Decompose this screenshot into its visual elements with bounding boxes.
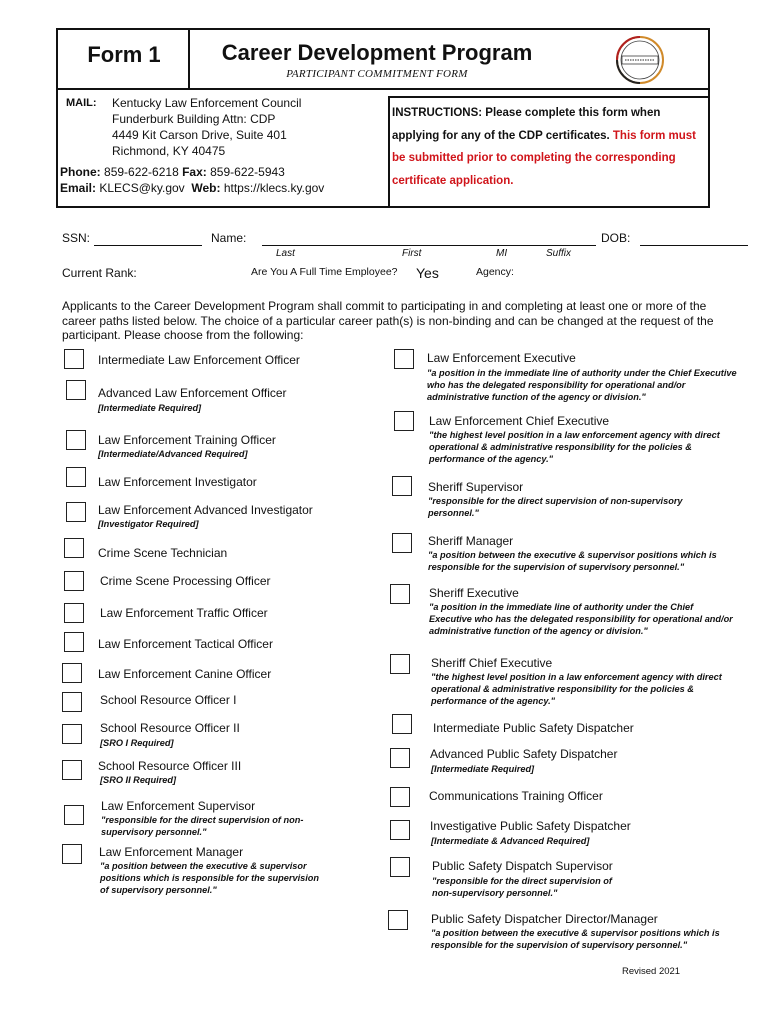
form-number: Form 1 [87, 42, 161, 67]
career-label-right-9: Communications Training Officer [429, 789, 603, 803]
checkbox-right-7[interactable] [392, 714, 412, 734]
phone-label: Phone: [60, 165, 101, 179]
career-label-right-6: Sheriff Chief Executive [431, 656, 553, 670]
checkbox-right-6[interactable] [390, 654, 410, 674]
mail-label: MAIL: [66, 97, 97, 109]
career-note-left-5: [Investigator Required] [98, 519, 199, 529]
career-note-right-12: "a position between the executive & supervisor positions which is responsible for the supervision of supervisory personnel." [431, 928, 720, 950]
career-note-left-13: [SRO II Required] [100, 775, 177, 785]
email-value[interactable]: KLECS@ky.gov [99, 181, 185, 195]
career-note-left-15: "a position between the executive & supervisor positions which is responsible for the supervision of supervisory personnel." [100, 861, 320, 895]
checkbox-right-8[interactable] [390, 748, 410, 768]
checkbox-right-10[interactable] [390, 820, 410, 840]
career-label-right-1: Law Enforcement Executive [427, 351, 576, 365]
checkbox-left-11[interactable] [62, 692, 82, 712]
ssn-label: SSN: [62, 231, 91, 245]
ssn-field[interactable] [94, 245, 202, 246]
career-label-right-11: Public Safety Dispatch Supervisor [432, 859, 613, 873]
career-note-right-2: "the highest level position in a law enforcement agency with direct operational & administrative responsibility for the policies & performance of the agency." [429, 430, 720, 464]
checkbox-right-11[interactable] [390, 857, 410, 877]
email-label: Email: [60, 181, 97, 195]
career-label-left-6: Crime Scene Technician [98, 546, 228, 560]
career-label-left-10: Law Enforcement Canine Officer [98, 667, 272, 681]
checkbox-left-2[interactable] [66, 380, 86, 400]
checkbox-left-4[interactable] [66, 467, 86, 487]
career-note-left-3: [Intermediate/Advanced Required] [98, 449, 248, 459]
career-label-right-3: Sheriff Supervisor [428, 480, 524, 494]
checkbox-left-10[interactable] [62, 663, 82, 683]
checkbox-left-7[interactable] [64, 571, 84, 591]
checkbox-left-8[interactable] [64, 603, 84, 623]
checkbox-left-15[interactable] [62, 844, 82, 864]
career-label-left-3: Law Enforcement Training Officer [98, 433, 276, 447]
career-label-left-11: School Resource Officer I [100, 693, 237, 707]
career-label-left-13: School Resource Officer III [98, 759, 242, 773]
phone-fax-line [60, 165, 285, 179]
name-part-first: First [402, 248, 422, 259]
checkbox-left-6[interactable] [64, 538, 84, 558]
career-note-right-4: "a position between the executive & supervisor positions which is responsible for the supervision of supervisory personnel." [428, 550, 717, 572]
dob-label: DOB: [601, 231, 631, 245]
current-rank-label: Current Rank: [62, 266, 137, 280]
checkbox-left-12[interactable] [62, 724, 82, 744]
name-part-last: Last [276, 248, 295, 259]
klec-logo [608, 34, 672, 86]
career-note-left-14: "responsible for the direct supervision of non-supervisory personnel." [101, 815, 304, 837]
web-label: Web: [191, 181, 221, 195]
mail-line-1: Kentucky Law Enforcement Council [112, 96, 302, 110]
career-note-left-12: [SRO I Required] [100, 738, 174, 748]
checkbox-right-12[interactable] [388, 910, 408, 930]
checkbox-right-4[interactable] [392, 533, 412, 553]
program-title: Career Development Program [221, 40, 533, 65]
checkbox-left-9[interactable] [64, 632, 84, 652]
career-label-left-4: Law Enforcement Investigator [98, 475, 257, 489]
career-label-left-7: Crime Scene Processing Officer [100, 574, 271, 588]
mail-line-3: 4449 Kit Carson Drive, Suite 401 [112, 128, 287, 142]
phone-value: 859-622-6218 [104, 165, 179, 179]
career-note-right-5: "a position in the immediate line of authority under the Chief Executive who has the delegated responsibility for operational and/or administrative function of the agency or division." [429, 602, 733, 636]
name-field[interactable] [262, 245, 596, 246]
name-part-suffix: Suffix [546, 248, 572, 259]
checkbox-right-3[interactable] [392, 476, 412, 496]
career-note-left-2: [Intermediate Required] [98, 403, 202, 413]
career-label-right-8: Advanced Public Safety Dispatcher [430, 747, 618, 761]
career-label-right-12: Public Safety Dispatcher Director/Manager [431, 912, 658, 926]
checkbox-right-2[interactable] [394, 411, 414, 431]
mail-line-2: Funderburk Building Attn: CDP [112, 112, 276, 126]
checkbox-left-5[interactable] [66, 502, 86, 522]
checkbox-left-13[interactable] [62, 760, 82, 780]
email-web-line [60, 181, 324, 195]
instructions-text [392, 102, 702, 192]
name-label: Name: [211, 231, 247, 245]
agency-label: Agency: [476, 266, 514, 278]
intro-paragraph: Applicants to the Career Development Program shall commit to participating in and completing at least one or more of the career paths listed below. The choice of a particular career path(s) is non-binding and can be changed at the request of the participant. Please choose from the following: [62, 299, 714, 343]
fax-label: Fax: [182, 165, 207, 179]
career-label-left-8: Law Enforcement Traffic Officer [100, 606, 268, 620]
career-label-left-15: Law Enforcement Manager [99, 845, 244, 859]
web-value[interactable]: https://klecs.ky.gov [223, 181, 325, 195]
career-label-left-1: Intermediate Law Enforcement Officer [98, 353, 300, 367]
career-label-right-4: Sheriff Manager [428, 534, 514, 548]
fax-value: 859-622-5943 [210, 165, 285, 179]
career-note-right-6: "the highest level position in a law enforcement agency with direct operational & administrative responsibility for the policies & performance of the agency." [431, 672, 722, 706]
career-note-right-3: "responsible for the direct supervision of non-supervisory personnel." [428, 496, 683, 518]
career-label-right-10: Investigative Public Safety Dispatcher [430, 819, 631, 833]
dob-field[interactable] [640, 245, 748, 246]
checkbox-left-1[interactable] [64, 349, 84, 369]
revised-note: Revised 2021 [622, 966, 681, 977]
full-time-label: Are You A Full Time Employee? [251, 266, 398, 278]
checkbox-left-3[interactable] [66, 430, 86, 450]
career-label-right-7: Intermediate Public Safety Dispatcher [433, 721, 634, 735]
checkbox-right-5[interactable] [390, 584, 410, 604]
career-label-left-2: Advanced Law Enforcement Officer [98, 386, 287, 400]
name-part-mi: MI [496, 248, 508, 259]
career-label-left-5: Law Enforcement Advanced Investigator [98, 503, 313, 517]
career-label-right-5: Sheriff Executive [429, 586, 519, 600]
career-label-left-14: Law Enforcement Supervisor [101, 799, 256, 813]
career-label-left-12: School Resource Officer II [100, 721, 240, 735]
instructions-black: INSTRUCTIONS: Please complete this form when applying for any of the CDP certificates. [392, 107, 661, 142]
full-time-value[interactable]: Yes [416, 265, 439, 281]
checkbox-right-1[interactable] [394, 349, 414, 369]
checkbox-left-14[interactable] [64, 805, 84, 825]
career-label-left-9: Law Enforcement Tactical Officer [98, 637, 273, 651]
program-subtitle: PARTICIPANT COMMITMENT FORM [286, 68, 468, 80]
instructions-red: This form must be submitted prior to completing the corresponding certificate application. [392, 129, 696, 187]
career-note-right-1: "a position in the immediate line of authority under the Chief Executive who has the delegated responsibility for operational and/or administrative function of the agency or division." [427, 368, 737, 402]
checkbox-right-9[interactable] [390, 787, 410, 807]
career-note-right-10: [Intermediate & Advanced Required] [431, 836, 590, 846]
mail-line-4: Richmond, KY 40475 [112, 144, 226, 158]
career-note-right-8: [Intermediate Required] [431, 764, 535, 774]
career-note-right-11: "responsible for the direct supervision of non-supervisory personnel." [432, 876, 612, 898]
career-label-right-2: Law Enforcement Chief Executive [429, 414, 610, 428]
